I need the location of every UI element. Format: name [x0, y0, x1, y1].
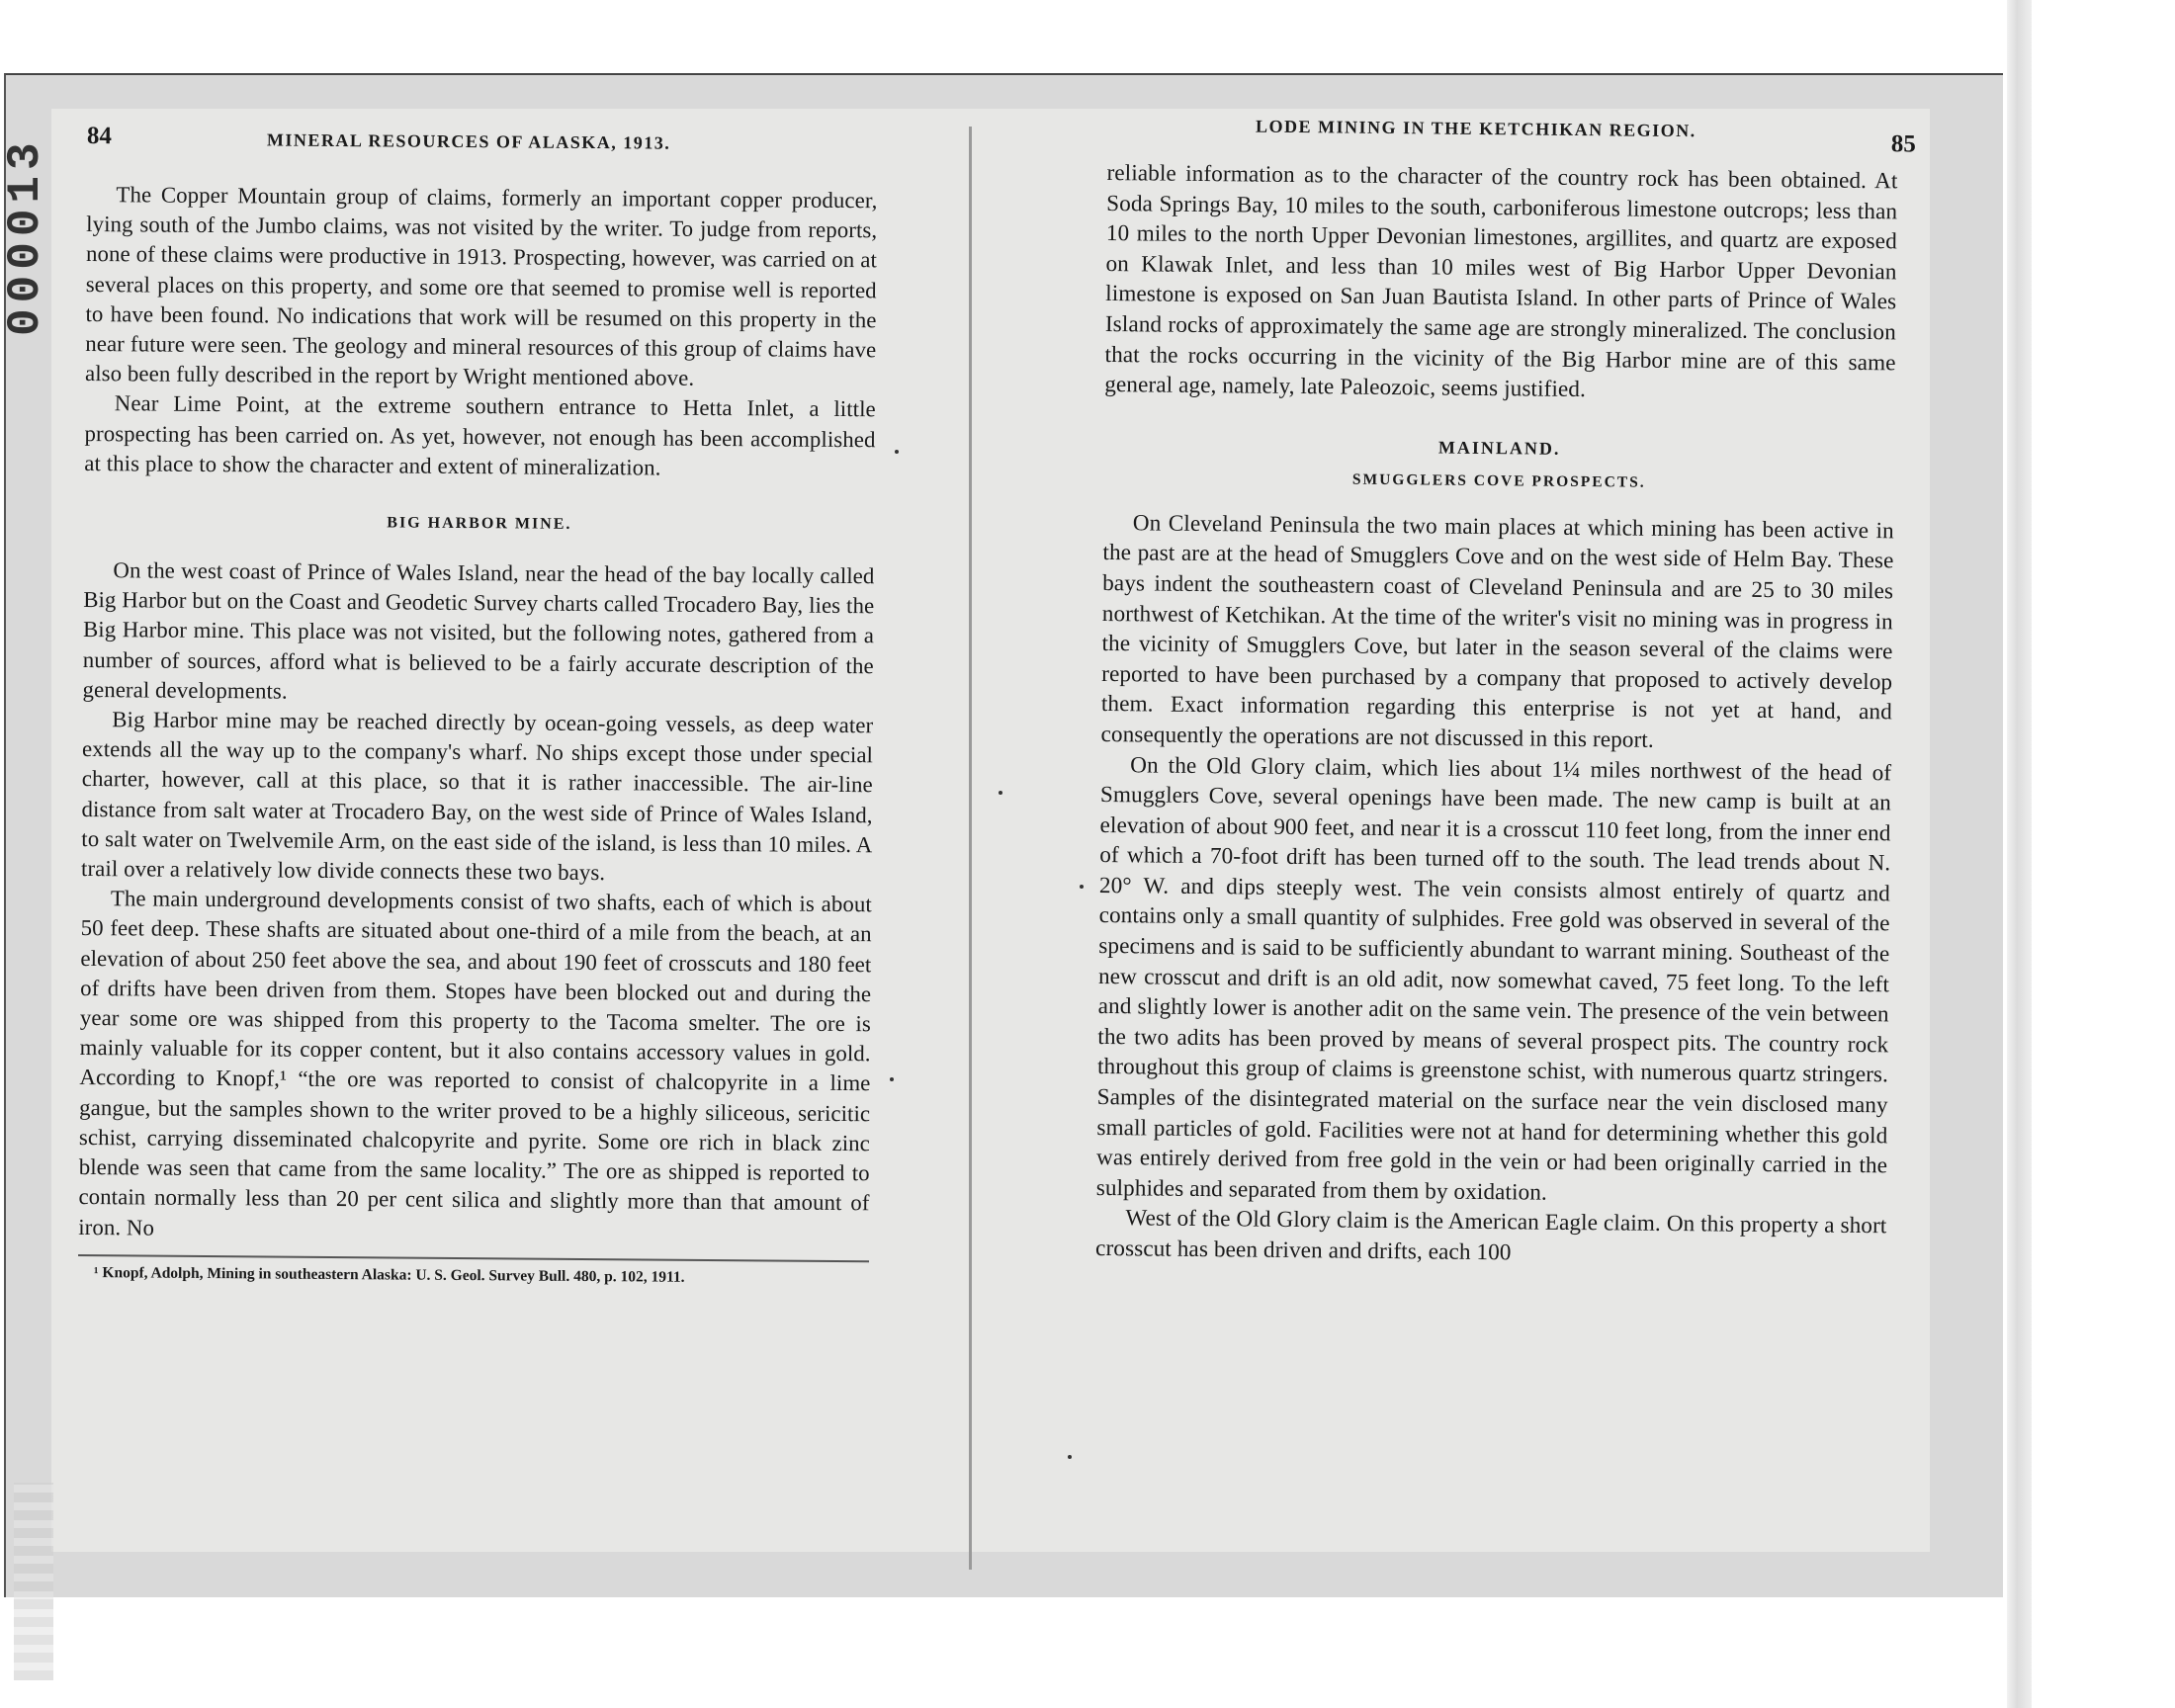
scan-speck — [1080, 885, 1084, 889]
scan-speck — [999, 791, 1002, 795]
right-page — [1094, 116, 1917, 1272]
paragraph: On the west coast of Prince of Wales Island, near the head of the bay locally called Big Harbor but on the Coast and Geodetic Survey charts called Trocadero Bay, lies the Big Harbor mine. This place was not visited, but the following notes, gathered from a number of sources, afford what is believed to be a fairly accurate description of the general developments. — [82, 557, 875, 704]
paragraph: The main underground developments consist of two shafts, each of which is about 50 feet deep. These shafts are situated about one-third of a mile from the beach, at an elevation of about 250 feet above the sea, and about 190 feet of crosscuts and 180 feet of drifts have been driven from them. Stopes have been blocked out and during the year some ore was shipped from this property to the Tacoma smelter. The ore is mainly valuable for its copper content, but it also contains accessory values in gold. According to Knopf,¹ “the ore was reported to consist of chalcopyrite in a lime gangue, but the samples shown to the writer proved to be a highly siliceous, sericitic schist, carrying disseminated chalcopyrite and pyrite. Some ore rich in black zinc blende was seen that came from the same locality.” The ore as shipped is reported to contain normally less than 20 per cent silica and slightly more than that amount of iron. No — [78, 886, 872, 1240]
book-gutter — [969, 127, 972, 1570]
left-running-header — [86, 123, 878, 168]
left-page-number: 84 — [86, 123, 113, 150]
scanner-edge — [2007, 0, 2032, 1708]
paragraph: Near Lime Point, at the extreme southern entrance to Hetta Inlet, a little prospecting has been carried on. As yet, however, not enough has been accomplished at this place to show the character and extent of mineralization. — [84, 390, 876, 480]
footnote: ¹ Knopf, Adolph, Mining in southeastern Alaska: U. S. Geol. Survey Bull. 480, p. 102, 1911. — [93, 1263, 685, 1286]
paragraph: On Cleveland Peninsula the two main places at which mining has been active in the past are at the head of Smugglers Cove and on the west side of Helm Bay. These bays indent the southeastern coast of Cleveland Peninsula and are 25 to 30 miles northwest of Ketchikan. At the time of the writer's visit no mining was in progress in the vicinity of Smugglers Cove, but later in the season several of the claims were reported to have been purchased by a company that proposed to actively develop them. Exact information regarding this enterprise is not yet at hand, and consequently the operations are not discussed in this report. — [1100, 510, 1894, 753]
paragraph: Big Harbor mine may be reached directly by ocean-going vessels, as deep water extends all the way up to the company's wharf. No ships except those under special charter, however, call at this place, so that it is rather inaccessible. The air-line distance from salt water at Trocadero Bay, on the west side of Prince of Wales Island, to salt water on Twelvemile Arm, on the east side of the island, is less than 10 miles. A trail over a relatively low divide connects these two bays. — [81, 707, 874, 886]
paragraph: The Copper Mountain group of claims, formerly an important copper producer, lying south of the Jumbo claims, was not visited by the writer. To judge from reports, none of these claims were productive in 1913. Prospecting, however, was carried on at several places on this property, and some ore that seemed to promise well is reported to have been found. No indications that work will be resumed on this property in the near future were seen. The geology and mineral resources of this group of claims have also been fully described in the report by Wright mentioned above. — [84, 182, 878, 391]
archive-stamp: 000013 — [0, 136, 51, 336]
footnote-rule — [78, 1254, 869, 1262]
section-heading: BIG HARBOR MINE. — [387, 514, 572, 533]
faded-stamp-mark — [14, 1483, 53, 1680]
paragraph: On the Old Glory claim, which lies about 1¼ miles northwest of the head of Smugglers Cove, several openings have been made. The new camp is built at an elevation of about 900 feet, and near it is a crosscut 110 feet long, from the inner end of which a 70-foot drift has been turned off to the south. The lead trends about N. 20° W. and dips steeply west. The vein consists almost entirely of quartz and contains only a small quantity of sulphides. Free gold was observed in several of the specimens and is said to be sufficiently abundant to warrant mining. Southeast of the new crosscut and drift is an old adit, now somewhat caved, 75 feet long. To the left and slightly lower is another adit on the same vein. The presence of the vein between the two adits has been proved by means of several prospect pits. The country rock throughout this group of claims is greenstone schist, with numerous quartz stringers. Samples of the disintegrated material on the surface near the vein disclosed many small particles of gold. Facilities were not at hand for determining whether this gold was entirely derived from free gold in the vein or had been originally carried in the sulphides and separated from them by oxidation. — [1095, 751, 1892, 1206]
section-heading: MAINLAND. — [1437, 437, 1561, 459]
paragraph: reliable information as to the character of the country rock has been obtained. At Soda Springs Bay, 10 miles to the south, carboniferous limestone outcrops; less than 10 miles to the north Upper Devonian limestones, argillites, and quartz are exposed on Klawak Inlet, and less than 10 miles west of Big Harbor Upper Devonian limestone is exposed on San Juan Bautista Island. In other parts of Prince of Wales Island rocks of approximately the same age are strongly mineralized. The conclusion that the rocks occurring in the vicinity of the Big Harbor mine are of this same general age, namely, late Paleozoic, seems justified. — [1104, 159, 1898, 403]
left-running-head: MINERAL RESOURCES OF ALASKA, 1913. — [266, 129, 671, 153]
scan-speck — [890, 1077, 894, 1081]
right-running-head: LODE MINING IN THE KETCHIKAN REGION. — [1255, 116, 1696, 141]
left-page — [78, 123, 878, 1290]
subsection-heading: SMUGGLERS COVE PROSPECTS. — [1351, 470, 1646, 491]
right-page-number: 85 — [1890, 130, 1917, 158]
paragraph: West of the Old Glory claim is the American Eagle claim. On this property a short crosscut has been driven and drifts, each 100 — [1094, 1205, 1887, 1266]
scan-speck — [895, 450, 899, 454]
scan-speck — [1068, 1455, 1072, 1459]
